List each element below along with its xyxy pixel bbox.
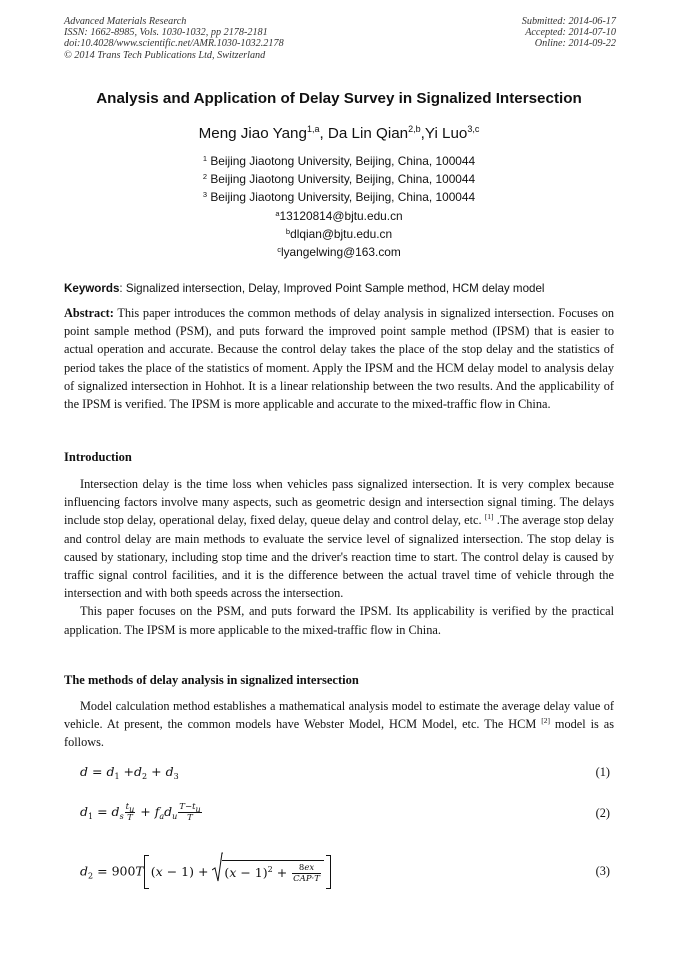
section-heading-introduction: Introduction <box>64 450 132 464</box>
keywords <box>64 282 624 295</box>
affiliation: $^1$ Beijing Jiaotong University, Beijing, China, 100044 <box>202 154 476 168</box>
citation-ref: [2] <box>541 716 550 726</box>
author-list: Meng Jiao Yang$^{1,a}$, Da Lin Qian$^{2,b}$,Yi Luo$^{3,c}$ <box>198 124 480 142</box>
equation-3: $d_2 = 900T$ (x − 1) + $(x - 1)^2$ + $\frac{8ex}{\text{CAP·T}}$ <box>80 855 331 889</box>
abstract-label: Abstract: <box>64 306 114 320</box>
introduction-body <box>64 475 614 639</box>
methods-body <box>64 697 614 752</box>
equation-number: (3) <box>595 864 610 878</box>
author-name: Da Lin Qian <box>327 125 409 142</box>
equation-2: $d_1 = d_s$ $\frac{t_u}{T}$ + $f_ad_u$ $\frac{T-t_u}{T}$ <box>80 802 201 823</box>
paragraph: Model calculation method establishes a mathematical analysis model to estimate the average delay value of vehicle. At present, the common models have Webster Model, HCM Model, etc. The HCM [2] model is as follows. <box>64 699 614 750</box>
keywords-text: : Signalized intersection, Delay, Improved Point Sample method, HCM delay model <box>119 282 545 295</box>
author-affil-mark: 3,c <box>467 124 480 134</box>
affiliation: $^2$ Beijing Jiaotong University, Beijing, China, 100044 <box>202 172 476 187</box>
equation-number: (1) <box>595 765 610 779</box>
citation-ref: [1] <box>484 512 494 522</box>
equation-1: $d = d_1 +d_2 + d_3$ <box>80 764 179 781</box>
online-date: Online: 2014-09-22 <box>534 38 616 50</box>
author-email: $^b$dlqian@bjtu.edu.cn <box>285 226 393 241</box>
author-affil-mark: 2,b <box>408 124 421 134</box>
journal-header-left <box>64 16 284 61</box>
submitted-date: Submitted: 2014-06-17 <box>521 16 616 27</box>
paragraph: This paper focuses on the PSM, and puts forward the IPSM. Its applicability is verified by the practical application. The IPSM is more applicable to the mixed-traffic flow in China. <box>64 604 614 637</box>
affiliation: $^3$ Beijing Jiaotong University, Beijing, China, 100044 <box>202 190 476 205</box>
journal-header-right <box>522 16 616 50</box>
author-affil-mark: 1,a <box>306 124 320 134</box>
author-name: Yi Luo <box>424 125 468 142</box>
paper-title: Analysis and Application of Delay Survey in Signalized Intersection <box>96 90 582 107</box>
keywords-label: Keywords <box>64 282 120 295</box>
accepted-date: Accepted: 2014-07-10 <box>525 27 616 39</box>
section-heading-methods: The methods of delay analysis in signalized intersection <box>64 673 359 687</box>
equation-number: (2) <box>595 806 610 820</box>
journal-name: Advanced Materials Research <box>64 16 187 27</box>
affiliation-list <box>0 152 678 261</box>
author-name: Meng Jiao Yang <box>198 125 307 142</box>
author-email: $^c$lyangelwing@163.com <box>277 245 401 260</box>
abstract-text: This paper introduces the common methods of delay analysis in signalized intersection. Focuses on point sample method (PSM), and puts forward the improved point sample method (IPSM) that is easier to actual operation and accurate. Because the control delay takes the place of the stop delay and the statistics of period takes the place of the statistics of moment. Apply the IPSM and the HCM delay model to analysis delay of signalized intersection in Hohhot. It is a linear relationship between the two results. And the applicability of the IPSM is verified. The IPSM is more applicable and accurate to the mixed-traffic flow in China. <box>64 306 614 412</box>
journal-doi: doi:10.4028/www.scientific.net/AMR.1030-1032.2178 <box>64 38 284 50</box>
journal-issn: ISSN: 1662-8985, Vols. 1030-1032, pp 2178-2181 <box>64 27 268 39</box>
journal-copyright: © 2014 Trans Tech Publications Ltd, Switzerland <box>64 49 266 61</box>
abstract <box>64 304 614 413</box>
author-email: $^a$13120814@bjtu.edu.cn <box>275 208 403 223</box>
paragraph: Intersection delay is the time loss when vehicles pass signalized intersection. It is very complex because influencing factors involve many aspects, such as geometric design and intersection signal timing. The delays include stop delay, operational delay, fixed delay, queue delay and control delay, etc. [1] .The average stop delay and control delay are main methods to evaluate the service level of signalized intersection. The stop delay is caused by stationary, including stop time and the driver's reaction time to start. The control delay is caused by traffic signal control facilities, and it is the difference between the actual travel time of vehicle through the intersection and with both speeds across the intersection. <box>64 477 615 601</box>
